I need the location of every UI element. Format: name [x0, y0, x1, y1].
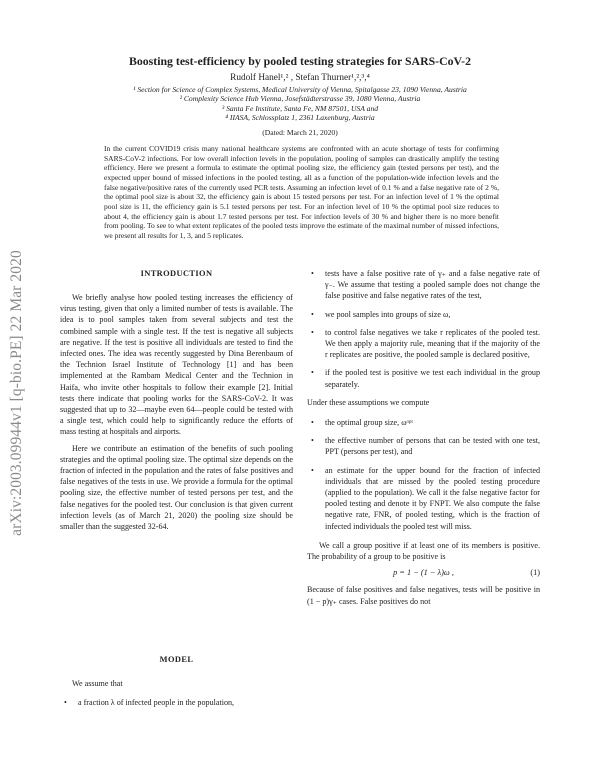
- affiliation-3: ³ Santa Fe Institute, Santa Fe, NM 87501, USA and: [221, 103, 379, 113]
- intro-paragraph-2: Here we contribute an estimation of the benefits of such pooling strategies and the optimal pooling size. The optimal size depends on the fraction of infected in the population and the rates of false positives and false negatives of the tests in use. We provide a formula for the optimal pooling size, the effective number of tested persons per test, and the false negatives for the pooled test. Our conclusion is that given current infection levels (as of March 21, 2020) the pooling size should be smaller than the suggested 32-64.: [60, 443, 293, 532]
- model-section-body: [60, 678, 293, 715]
- abstract: In the current COVID19 crisis many national healthcare systems are confronted with an acute shortage of tests for confirming SARS-CoV-2 infections. For low overall infection levels in the population, pooling of samples can drastically amplify the testing efficiency. Here we present a formula to estimate the optimal pooling size, the efficiency gain (tested persons per test), and the expected upper bound of missed infections in the pooled testing, all as a function of the population-wide infection levels and the false negative/positive rates of the currently used PCR tests. Assuming an infection level of 0.1 % and a false negative rate of 2 %, the optimal pool size is about 32, the efficiency gain is about 15 tested persons per test. For an infection level of 1 % the optimal pool size is 11, the efficiency gain is 5.1 tested persons per test. For an infection level of 10 % the optimal pool size reduces to about 4, the efficiency gain is about 1.7 tested persons per test. For infection levels of 30 % and higher there is no more benefit from pooling. To see to what extent replicates of the pooled tests improve the estimate of the maximal number of missed infections, we present all results for 1, 3, and 5 replicates.: [104, 144, 499, 240]
- arxiv-identifier: arXiv:2003.09944v1 [q-bio.PE] 22 Mar 2020: [8, 250, 25, 536]
- left-column-body: [60, 292, 293, 537]
- bullet-dot: •: [311, 436, 314, 446]
- right-column-body: [307, 268, 540, 612]
- assumption-item: [307, 327, 540, 361]
- assumption-item: [307, 309, 540, 320]
- assumption-text: if the pooled test is positive we test each individual in the group separately.: [325, 368, 540, 389]
- affiliation-2: ² Complexity Science Hub Vienna, Josefstädterstrasse 39, 1080 Vienna, Austria: [179, 94, 421, 104]
- computed-text: the effective number of persons that can be tested with one test, PPT (persons per test), and: [325, 436, 540, 457]
- assumption-item: [307, 367, 540, 389]
- model-bullet-text: a fraction λ of infected people in the population,: [78, 698, 235, 708]
- bullet-dot: •: [311, 418, 314, 428]
- arxiv-identifier-stamp: [2, 208, 32, 578]
- model-intro: We assume that: [72, 679, 123, 688]
- intro-paragraph-1: We briefly analyse how pooled testing increases the efficiency of virus testing, given that only a limited number of tests is available. The idea is to pool samples taken from several subjects and test the combined sample with a single test. If the test is negative all subjects are negative. If the test is positive all individuals are tested to find the infected ones. The idea was recently suggested by Dina Berenbaum of the Technion Israel Institute of Technology [1] and has been implemented at the Rambam Medical Center and the Technion in Haifa, who invite other hospitals to follow their example [2]. Initial tests there indicate that pooling works for the SARS-CoV-2. It was suggested that up to 32—maybe even 64—people could be tested with a single test, which could help to significantly reduce the efforts of mass testing at hospitals and airports.: [60, 293, 293, 437]
- affiliation-1: ¹ Section for Science of Complex Systems, Medical University of Vienna, Spitalgasse 23, 1090 Vienna, Austria: [133, 85, 467, 94]
- model-bullet-item: [60, 697, 293, 708]
- bullet-dot: •: [311, 269, 314, 278]
- bullet-dot: •: [64, 698, 67, 708]
- equation-1: [307, 567, 540, 578]
- assumption-text: tests have a false positive rate of γ₊ and a false negative rate of γ₋. We assume that testing a pooled sample does not change the false positive and false negative rates of the test,: [325, 269, 540, 301]
- introduction-heading: INTRODUCTION: [140, 269, 213, 278]
- equation-expression: p = 1 − (1 − λ)ω ,: [393, 568, 454, 578]
- computed-item: [307, 417, 540, 428]
- group-paragraph: We call a group positive if at least one of its members is positive. The probability of a group to be positive is: [307, 540, 540, 562]
- bullet-dot: •: [311, 327, 314, 337]
- paper-title: Boosting test-efficiency by pooled testing strategies for SARS-CoV-2: [129, 54, 471, 68]
- bullet-dot: •: [311, 465, 314, 475]
- assumption-text: to control false negatives we take r replicates of the pooled test. We then apply a majority rule, meaning that if the majority of the r replicates are positive, the pooled sample is declared positive,: [325, 327, 540, 360]
- compute-intro: Under these assumptions we compute: [307, 397, 430, 407]
- equation-number: (1): [530, 568, 540, 578]
- dated-line: (Dated: March 21, 2020): [262, 128, 338, 137]
- bullet-dot: •: [311, 309, 314, 319]
- affiliation-4: ⁴ IIASA, Schlossplatz 1, 2361 Laxenburg, Austria: [225, 113, 375, 123]
- computed-item: [307, 465, 540, 532]
- computed-text: the optimal group size, ωᵒᵖᵗ: [325, 418, 413, 428]
- paper-authors: Rudolf Hanel¹,² , Stefan Thurner¹,²,³,⁴: [230, 73, 370, 83]
- affiliations: [60, 85, 540, 123]
- closing-paragraph: Because of false positives and false negatives, tests will be positive in (1 − p)γ₊ cases. False positives do not: [307, 585, 540, 606]
- assumption-item: [307, 268, 540, 302]
- assumption-text: we pool samples into groups of size ω,: [325, 309, 451, 319]
- computed-text: an estimate for the upper bound for the fraction of infected individuals that are missed by the pooled testing procedure (applied to the population). We call it the false negative factor for pooled testing and denote it by FNPT. We also compute the false negative rate, FNR, of pooled testing, which is the fraction of infected individuals the pooled test will miss.: [325, 465, 540, 531]
- bullet-dot: •: [311, 368, 314, 378]
- model-heading: MODEL: [159, 655, 194, 664]
- computed-item: [307, 435, 540, 457]
